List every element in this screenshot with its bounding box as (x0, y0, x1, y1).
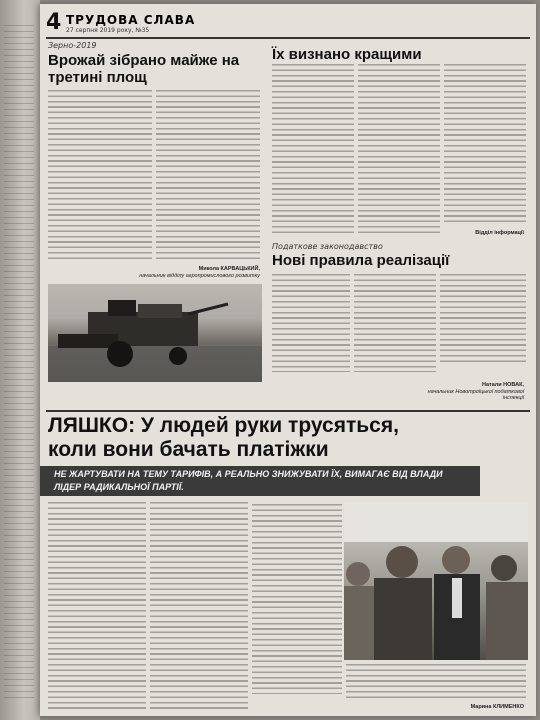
article1-author-title: начальник відділу агропромислового розвитку (139, 273, 260, 279)
newspaper-page (40, 4, 536, 716)
newspaper-name: ТРУДОВА СЛАВА (66, 13, 196, 27)
page-number: 4 (46, 10, 62, 35)
article4-title-line2: коли вони бачать платіжки (48, 438, 329, 461)
article4-body-col2 (150, 502, 248, 710)
article2-body-col2 (358, 64, 440, 236)
background-newspaper (0, 0, 40, 720)
article2-body-col3 (444, 64, 526, 224)
article1-body-col2 (156, 90, 260, 262)
article2-source: Відділ інформації (475, 230, 524, 236)
page-header (46, 10, 526, 36)
article4-lead: НЕ ЖАРТУВАТИ НА ТЕМУ ТАРИФІВ, А РЕАЛЬНО ЗНИЖУВАТИ ЇХ, ВИМАГАЄ ВІД ВЛАДИ ЛІДЕР РАДИКАЛЬНОЇ ПАРТІЇ. (40, 466, 480, 496)
crowd-photo (344, 502, 528, 660)
article4-body-col4 (346, 664, 526, 698)
article1-author: Микола КАРВАЦЬКИЙ, (198, 266, 260, 272)
article3-author: Натали НОВАК, (482, 382, 524, 388)
article4-rule (46, 410, 530, 412)
article1-body-col1 (48, 90, 152, 262)
article2-title: Їх визнано кращими (272, 46, 422, 63)
combine-harvester-photo (48, 284, 262, 382)
issue-date: 27 серпня 2019 року, №35 (66, 27, 150, 34)
article3-author-title: начальник Новотроїцької податкової інспекції (427, 389, 524, 401)
article3-section: Податкове законодавство (272, 242, 383, 251)
article3-body-col1 (272, 274, 350, 372)
article1-title: Врожай зібрано майже на третині площ (48, 52, 240, 86)
article1-section: Зерно-2019 (48, 41, 97, 50)
article3-title: Нові правила реалізації (272, 252, 450, 269)
article4-body-col3 (252, 504, 342, 694)
article4-body-col1 (48, 502, 146, 710)
header-rule (46, 37, 530, 39)
article4-author: Марина КЛИМЕНКО (470, 704, 524, 710)
article2-body-col1 (272, 64, 354, 236)
article3-body-col3 (440, 274, 526, 366)
article4-title-line1: ЛЯШКО: У людей руки трусяться, (48, 414, 399, 437)
article3-body-col2 (354, 274, 436, 372)
